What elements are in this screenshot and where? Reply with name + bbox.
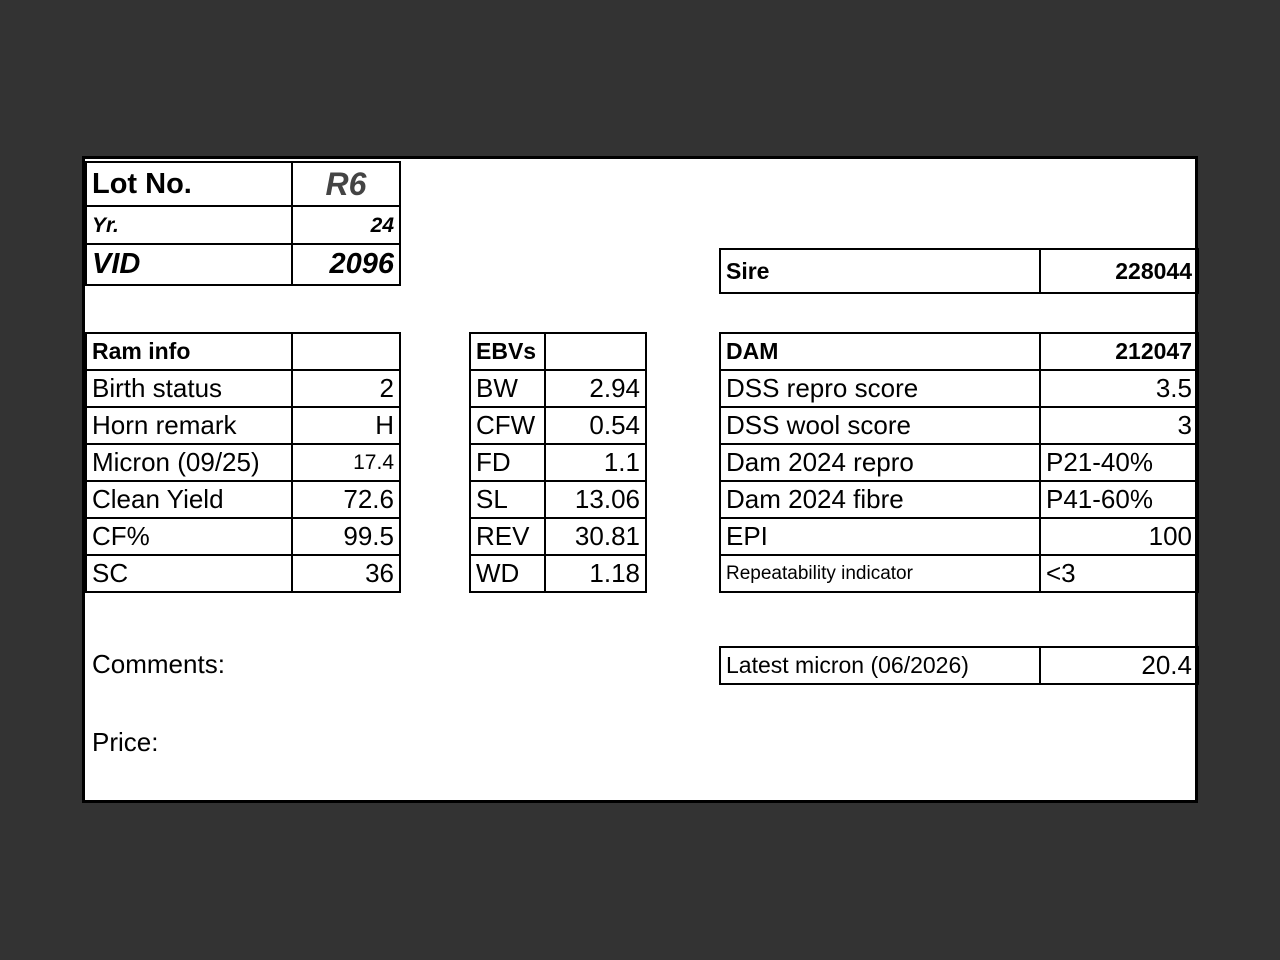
dam-value: P41-60%	[1040, 481, 1198, 518]
ram-info-label: Horn remark	[86, 407, 292, 444]
dam-label: DSS repro score	[720, 370, 1040, 407]
lot-card	[82, 156, 1198, 803]
table-row	[86, 407, 400, 444]
ram-info-header-blank	[292, 333, 400, 370]
ram-info-label: Micron (09/25)	[86, 444, 292, 481]
ebv-label: WD	[470, 555, 545, 592]
table-row	[470, 555, 646, 592]
dam-value: 3.5	[1040, 370, 1198, 407]
dam-header-row	[720, 333, 1198, 370]
dam-label: Repeatability indicator	[720, 555, 1040, 592]
table-row	[720, 370, 1198, 407]
yr-value: 24	[292, 206, 400, 244]
ram-info-label: Birth status	[86, 370, 292, 407]
ram-info-table	[85, 332, 401, 593]
dam-value: <3	[1040, 555, 1198, 592]
latest-micron-table	[719, 646, 1199, 685]
ebvs-header-row	[470, 333, 646, 370]
table-row	[470, 407, 646, 444]
price-label: Price:	[92, 727, 159, 757]
ebvs-header-blank	[545, 333, 646, 370]
table-row	[720, 555, 1198, 592]
lot-no-label: Lot No.	[86, 162, 292, 206]
ebv-label: CFW	[470, 407, 545, 444]
latest-micron-row	[720, 647, 1198, 684]
ram-info-value: 72.6	[292, 481, 400, 518]
comments-label: Comments:	[92, 649, 225, 679]
dam-header-value: 212047	[1040, 333, 1198, 370]
ram-info-header: Ram info	[86, 333, 292, 370]
dam-label: DSS wool score	[720, 407, 1040, 444]
yr-row	[86, 206, 400, 244]
ram-info-value: 36	[292, 555, 400, 592]
ebv-value: 2.94	[545, 370, 646, 407]
ebv-value: 13.06	[545, 481, 646, 518]
ebv-value: 0.54	[545, 407, 646, 444]
ebvs-header: EBVs	[470, 333, 545, 370]
dam-table	[719, 332, 1199, 593]
table-row	[470, 444, 646, 481]
latest-micron-value: 20.4	[1040, 647, 1198, 684]
ebvs-table	[469, 332, 647, 593]
ebv-label: REV	[470, 518, 545, 555]
table-row	[720, 518, 1198, 555]
vid-row	[86, 244, 400, 285]
ebv-value: 1.1	[545, 444, 646, 481]
ram-info-value: 99.5	[292, 518, 400, 555]
sire-value: 228044	[1040, 249, 1198, 293]
yr-label: Yr.	[86, 206, 292, 244]
table-row	[86, 555, 400, 592]
vid-label: VID	[86, 244, 292, 285]
ebv-label: SL	[470, 481, 545, 518]
dam-header-label: DAM	[720, 333, 1040, 370]
dam-value: P21-40%	[1040, 444, 1198, 481]
lot-no-row	[86, 162, 400, 206]
ram-info-label: Clean Yield	[86, 481, 292, 518]
lot-no-value: R6	[292, 162, 400, 206]
table-row	[470, 518, 646, 555]
table-row	[470, 481, 646, 518]
vid-value: 2096	[292, 244, 400, 285]
sire-label: Sire	[720, 249, 1040, 293]
dam-value: 3	[1040, 407, 1198, 444]
table-row	[720, 407, 1198, 444]
table-row	[86, 518, 400, 555]
latest-micron-label: Latest micron (06/2026)	[720, 647, 1040, 684]
dam-label: Dam 2024 repro	[720, 444, 1040, 481]
ram-info-label: SC	[86, 555, 292, 592]
dam-label: Dam 2024 fibre	[720, 481, 1040, 518]
dam-value: 100	[1040, 518, 1198, 555]
ram-info-header-row	[86, 333, 400, 370]
dam-label: EPI	[720, 518, 1040, 555]
ebv-value: 30.81	[545, 518, 646, 555]
table-row	[86, 444, 400, 481]
ebv-label: BW	[470, 370, 545, 407]
ram-info-value: 17.4	[292, 444, 400, 481]
ebv-label: FD	[470, 444, 545, 481]
table-row	[86, 370, 400, 407]
table-row	[720, 481, 1198, 518]
table-row	[86, 481, 400, 518]
table-row	[720, 444, 1198, 481]
ram-info-label: CF%	[86, 518, 292, 555]
lot-table	[85, 161, 401, 286]
ram-info-value: 2	[292, 370, 400, 407]
sire-table	[719, 248, 1199, 294]
ebv-value: 1.18	[545, 555, 646, 592]
ram-info-value: H	[292, 407, 400, 444]
sire-row	[720, 249, 1198, 293]
table-row	[470, 370, 646, 407]
